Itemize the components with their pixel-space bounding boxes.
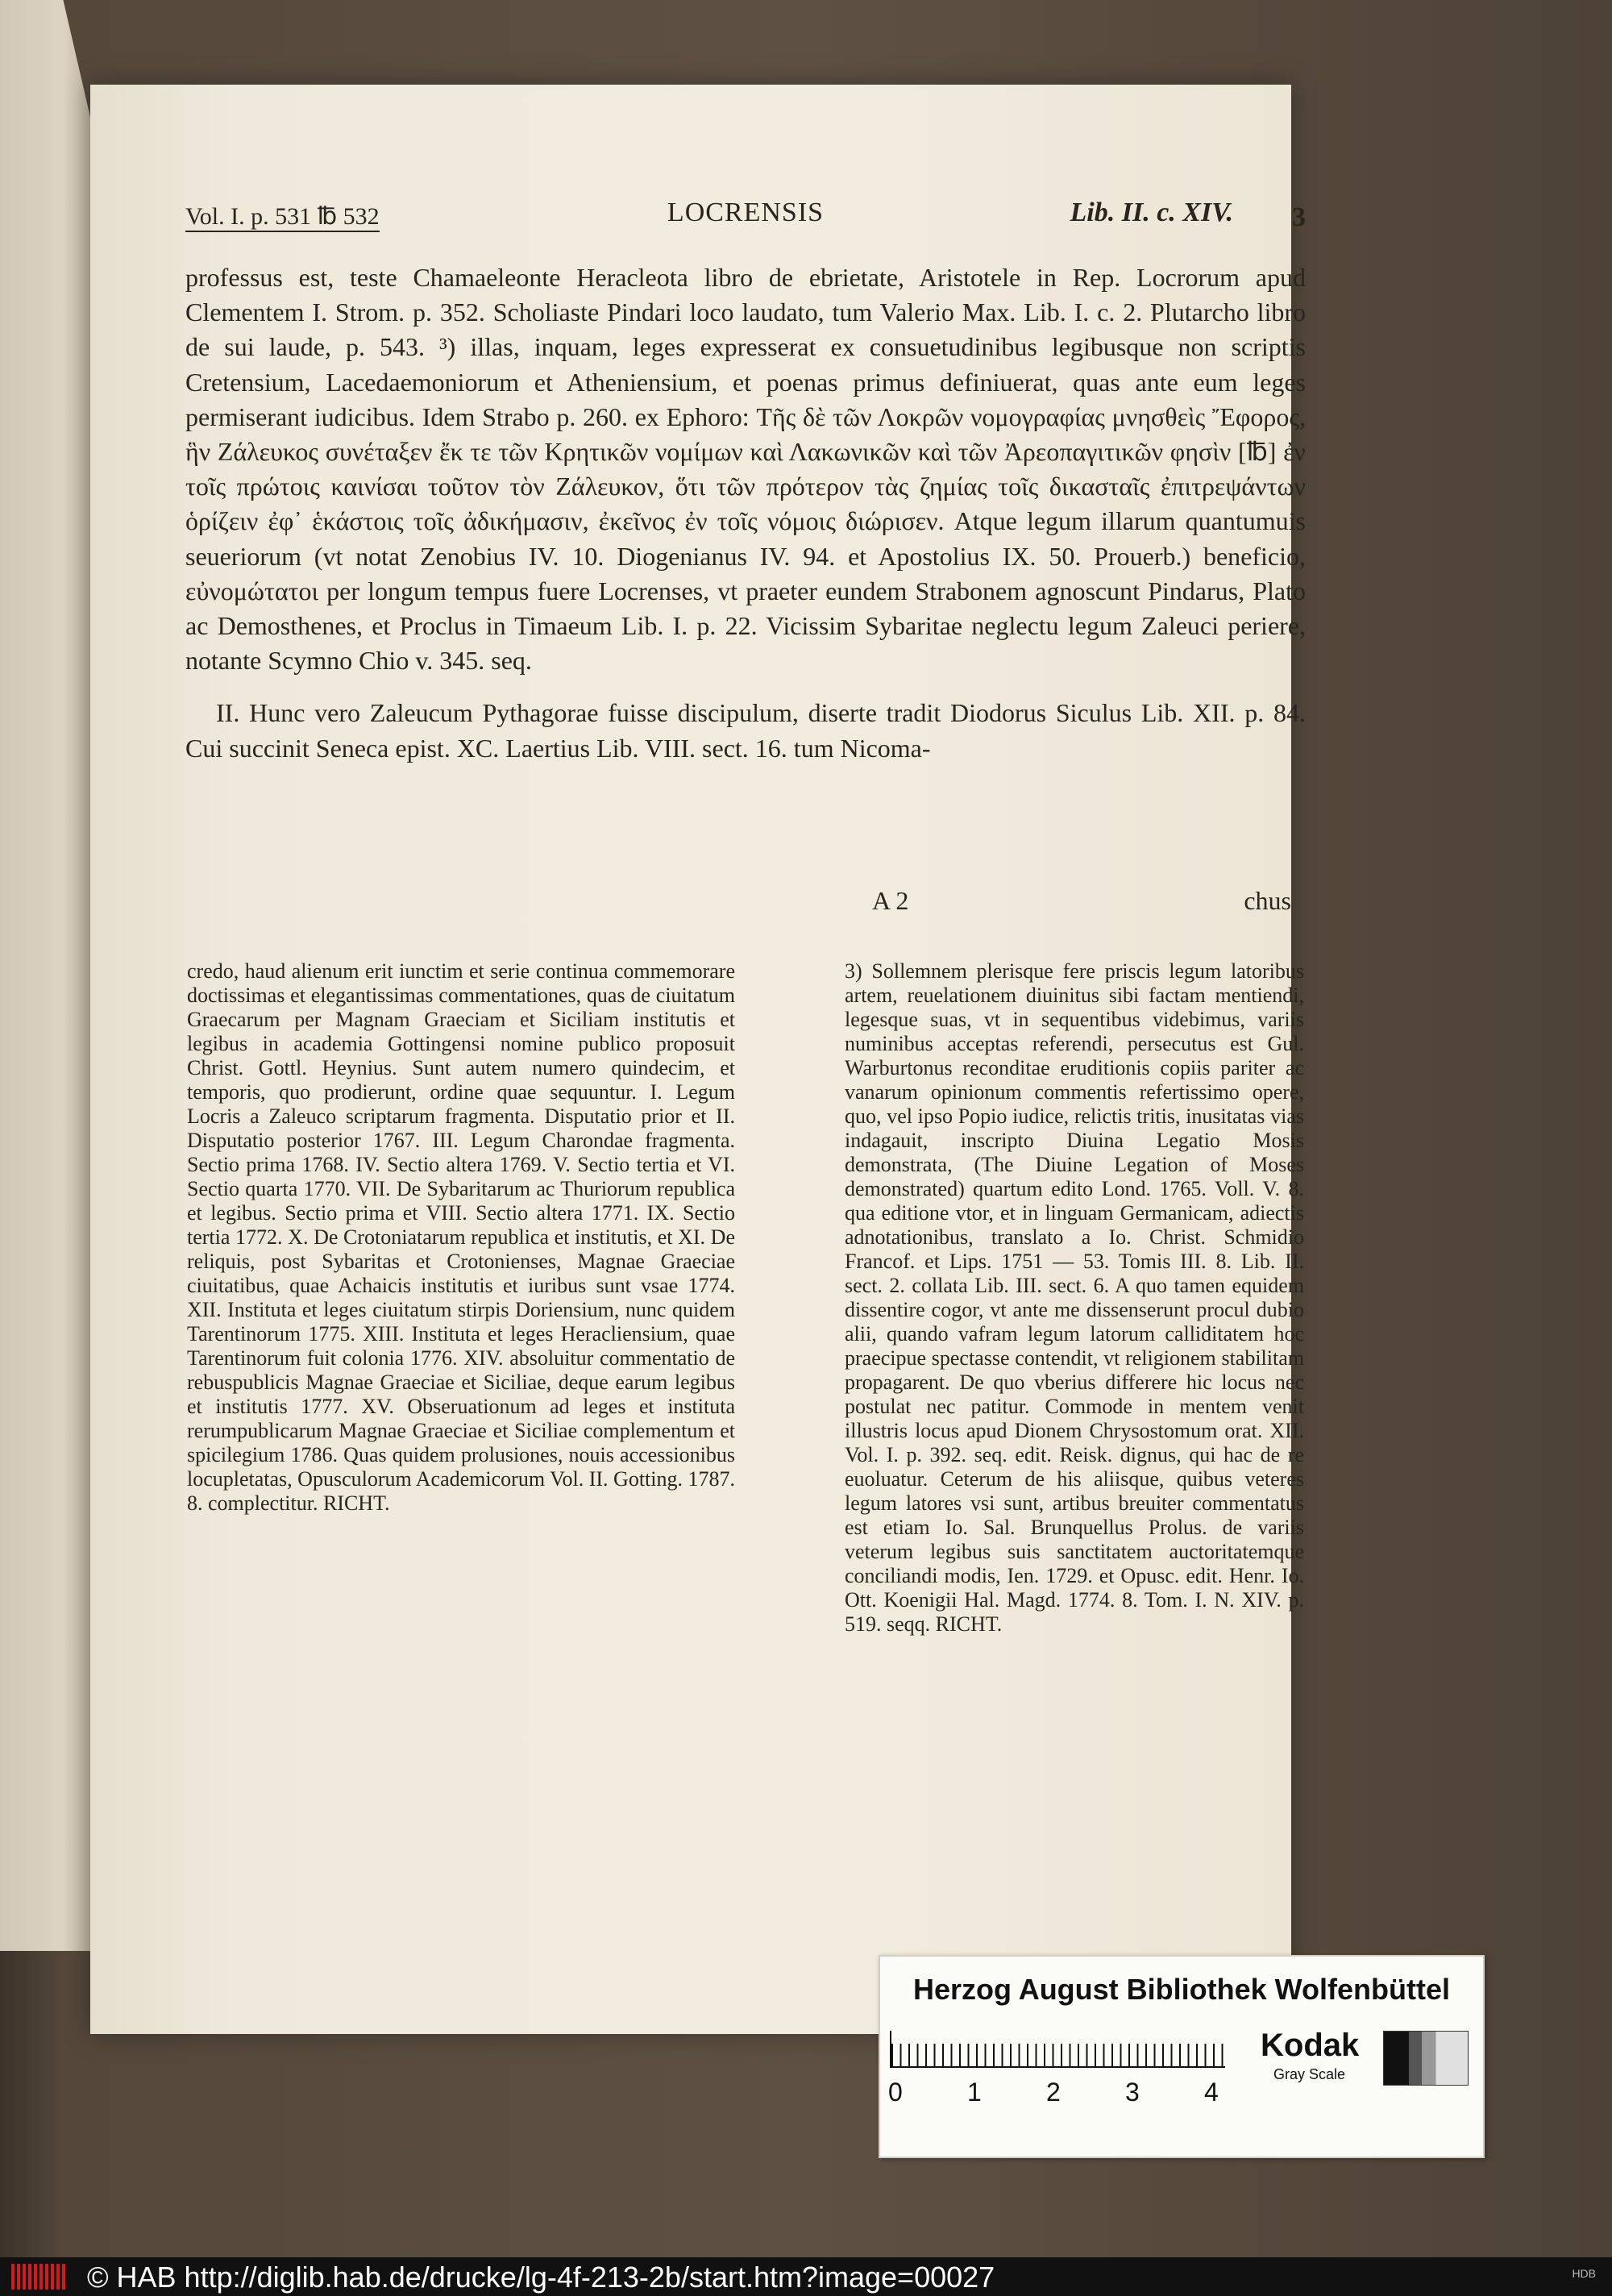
- ruler-number-1: 1: [967, 2078, 982, 2107]
- catchword: chus: [1244, 886, 1291, 915]
- library-name: Herzog August Bibliothek Wolfenbüttel: [913, 1973, 1450, 2006]
- gray-scale-label: Gray Scale: [1273, 2066, 1346, 2082]
- footnote-right-text: 3) Sollemnem plerisque fere priscis legum latoribus artem, reuelationem diuinitus sibi factam mentiendi, legesque suas, vt in sequentibus videbimus, variis numinibus acceptas referendi, persecutus est Gul. Warburtonus reconditae eruditionis copiis pariter ac vanarum opinionum commentis refertissimo opere, quo, vel ipso Popio iudice, relictis tritis, inusitatas vias indagauit, inscripto Diuina Legatio Mosis demonstrata, (The Diuine Legation of Moses demonstrated) quartum edito Lond. 1765. Voll. V. 8. qua editione vtor, et in linguam Germanicam, adiectis adnotationibus, translato a Io. Christ. Schmidio Francof. et Lips. 1751 — 53. Tomis III. 8. Lib. II. sect. 2. collata Lib. III. sect. 6. A quo tamen equidem dissentire cogor, vt ante me dissenserunt procul dubio alii, quando vafram legum latorum calliditatem hoc praecipue spectasse contendit, vt religionem stabilitam propagarent. De quo vberius differere hic locus nec postulat nec patitur. Commode in mentem venit illustris locus apud Dionem Chrysostomum orat. XII. Vol. I. p. 392. seq. edit. Reisk. dignus, qui hac de re euoluatur. Ceterum de his aliisque, quibus veteres legum latores vsi sunt, artibus breuiter commentatus est etiam Io. Sal. Brunquellus Prolus. de variis veterum legibus suis sanctitatem auctoritatemque conciliandi modis, Ien. 1729. et Opusc. edit. Henr. Io. Ott. Koenigii Hal. Magd. 1774. 8. Tom. I. N. XIV. p. 519. seqq. RICHT.: [845, 959, 1304, 1636]
- footnotes-area: [179, 959, 1315, 1806]
- footnote-column-right: [845, 959, 1304, 1637]
- color-calibration-card: [879, 1955, 1485, 2158]
- header-title: LOCRENSIS: [667, 198, 825, 227]
- ruler-numbers: [880, 2078, 1235, 2110]
- footnote-column-left: [187, 959, 735, 1516]
- main-paragraph-1: professus est, teste Chamaeleonte Heracleota libro de ebrietate, Aristotele in Rep. Locrorum apud Clementem I. Strom. p. 352. Scholiaste Pindari loco laudato, tum Valerio Max. Lib. I. c. 2. Plutarcho libro de sui laude, p. 543. ³) illas, inquam, leges expresserat ex consuetudinibus legibusque non scriptis Cretensium, Lacedaemoniorum et Atheniensium, et poenas primus definiuerat, quas ante eum leges permiserant iudicibus. Idem Strabo p. 260. ex Ephoro: Τῆς δὲ τῶν Λοκρῶν νομογραφίας μνησθεὶς Ἔφορος, ἣν Ζάλευκος συνέταξεν ἔκ τε τῶν Κρητικῶν νομίμων καὶ Λακωνικῶν καὶ τῶν Ἀρεοπαγιτικῶν φησὶν [℔] ἐν τοῖς πρώτοις καινίσαι τοῦτον τὸν Ζάλευκον, ὅτι τῶν πρότερον τὰς ζημίας τοῖς δικασταῖς ἐπιτρεψάντων ὁρίζειν ἐφ᾽ ἑκάστοις τοῖς ἀδικήμασιν, ἐκεῖνος ἐν τοῖς νόμοις διώρισεν. Atque legum illarum quantumuis seueriorum (vt notat Zenobius IV. 10. Diogenianus IV. 94. et Apostolius IX. 50. Prouerb.) beneficio, εὐνομώτατοι per longum tempus fuere Locrenses, vt praeter eundem Strabonem agnoscunt Pindarus, Plato ac Demosthenes, et Proclus in Timaeum Lib. I. p. 22. Vicissim Sybaritae neglectu legum Zaleuci periere, notante Scymno Chio v. 345. seq.: [185, 263, 1306, 676]
- hab-logo-icon: [11, 2264, 68, 2290]
- measure-ruler: [890, 2031, 1225, 2068]
- gray-scale-swatch: [1383, 2031, 1469, 2086]
- kodak-logo: Kodak: [1261, 2028, 1360, 2063]
- ruler-number-3: 3: [1125, 2078, 1140, 2107]
- header-book-chapter: Lib. II. c. XIV.: [1070, 198, 1233, 227]
- signature-mark: A 2: [872, 886, 909, 915]
- page-number: 3: [1292, 202, 1306, 232]
- ruler-number-4: 4: [1204, 2078, 1219, 2107]
- ruler-number-2: 2: [1046, 2078, 1061, 2107]
- main-paragraph-2: II. Hunc vero Zaleucum Pythagorae fuisse discipulum, diserte tradit Diodorus Siculus Lib. XII. p. 84. Cui succinit Seneca epist. XC. Laertius Lib. VIII. sect. 16. tum Nicoma-: [185, 698, 1306, 763]
- book-page: [90, 85, 1306, 2034]
- footer-small-mark: HDB: [1572, 2267, 1596, 2280]
- footer-bar: [0, 2257, 1612, 2296]
- copyright-url[interactable]: © HAB http://diglib.hab.de/drucke/lg-4f-213-2b/start.htm?image=00027: [87, 2261, 995, 2294]
- facing-page-edge: [0, 0, 90, 1951]
- running-header: [185, 198, 1306, 238]
- header-volume-reference: Vol. I. p. 531 ℔ 532: [185, 202, 380, 232]
- footnote-left-text: credo, haud alienum erit iunctim et serie continua commemorare doctissimas et elegantissimas commentationes, quas de ciuitatum Graecarum per Magnam Graeciam et Siciliam institutis et legibus in academia Gottingensi nomine publico proposuit Christ. Gottl. Heynius. Sunt autem numero quindecim, et temporis, quo prodierunt, ordine quae sequuntur. I. Legum Locris a Zaleuco scriptarum fragmenta. Disputatio prior et II. Disputatio posterior 1767. III. Legum Charondae fragmenta. Sectio prima 1768. IV. Sectio altera 1769. V. Sectio tertia et VI. Sectio quarta 1770. VII. De Sybaritarum ac Thuriorum republica et legibus. Sectio prima et VIII. Sectio altera 1771. IX. Sectio tertia 1772. X. De Crotoniatarum republica et institutis, et XI. De reliquis, post Sybaritas et Crotonienses, Magnae Graeciae ciuitatibus, quae Achaicis institutis et iuribus sunt vsae 1774. XII. Instituta et leges ciuitatum stirpis Doriensium, nunc quidem Tarentinorum 1775. XIII. Instituta et leges Heracliensium, quae Tarentinorum fuit colonia 1776. XIV. absoluitur commentatio de rebuspublicis Magnae Graeciae et Siciliae, deque earum legibus et institutis 1777. XV. Obseruationum ad leges et instituta rerumpublicarum Magnae Graeciae et Siciliae complementum et spicilegium 1786. Quas quidem prolusiones, nouis accessionibus locupletatas, Opusculorum Academicorum Vol. II. Gotting. 1787. 8. complectitur. RICHT.: [187, 959, 735, 1515]
- main-text-block: [185, 260, 1306, 766]
- ruler-number-0: 0: [888, 2078, 903, 2107]
